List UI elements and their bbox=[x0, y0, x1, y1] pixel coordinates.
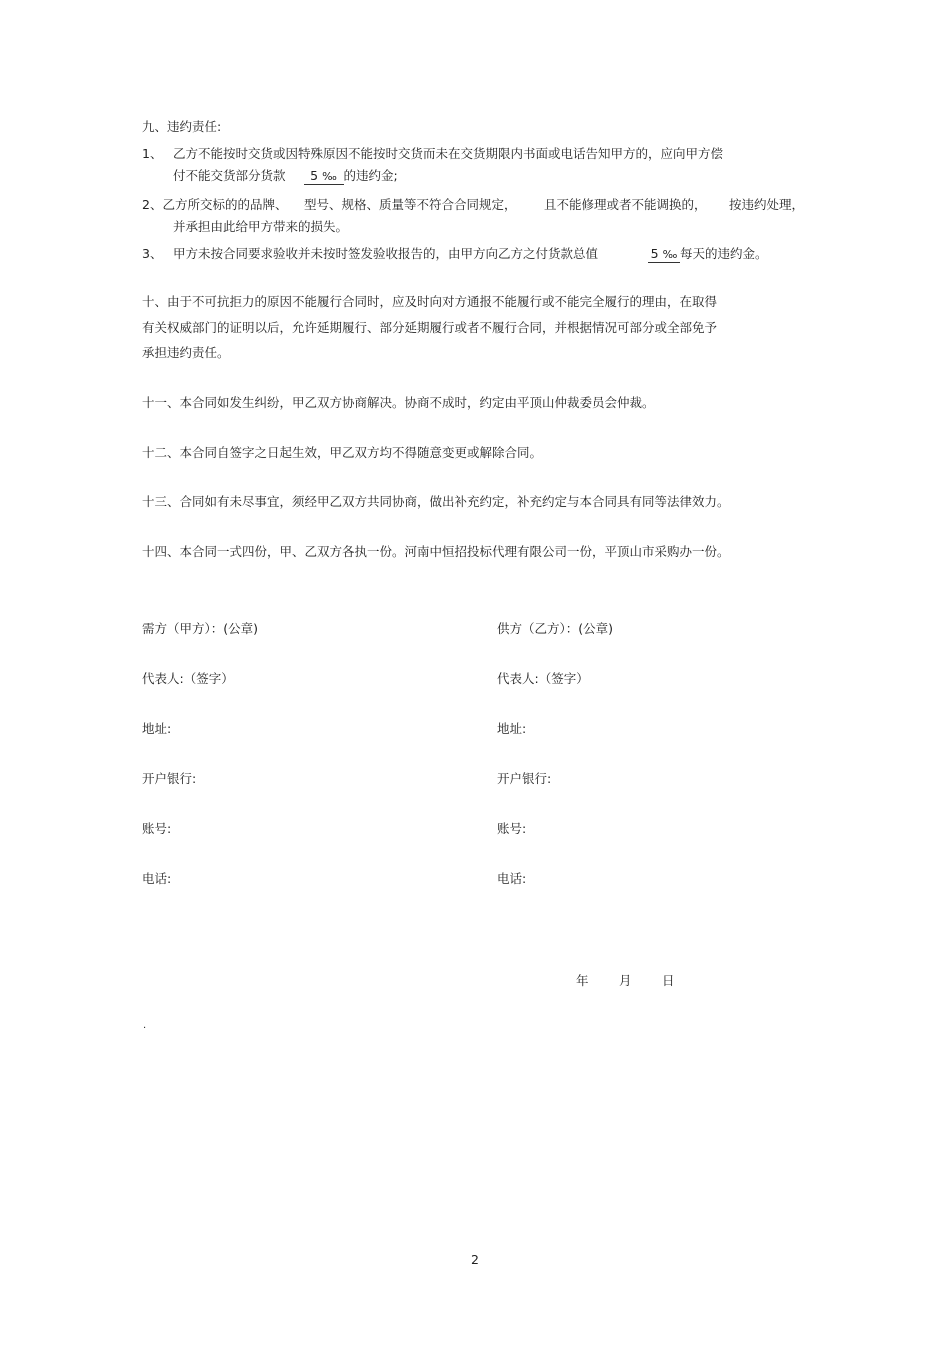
section14: 十四、本合同一式四份，甲、乙双方各执一份。河南中恒招投标代理有限公司一份，平顶山市采购办一份。 bbox=[142, 544, 730, 559]
buyer-phone: 电话: bbox=[142, 871, 172, 886]
section10-line3: 承担违约责任。 bbox=[142, 345, 230, 360]
section9-item3-rate: 5 bbox=[650, 246, 659, 261]
section11: 十一、本合同如发生纠纷，甲乙双方协商解决。协商不成时，约定由平顶山仲裁委员会仲裁。 bbox=[142, 395, 655, 410]
section9-item1-line2 bbox=[173, 168, 398, 185]
date-year: 年 bbox=[576, 973, 589, 988]
date-day: 日 bbox=[662, 973, 675, 988]
section12: 十二、本合同自签字之日起生效，甲乙双方均不得随意变更或解除合同。 bbox=[142, 445, 543, 460]
section10-line1: 十、由于不可抗拒力的原因不能履行合同时，应及时向对方通报不能履行或不能完全履行的理由，在取得 bbox=[142, 294, 718, 309]
section9-item2-line1-b: 型号、规格、质量等不符合合同规定， bbox=[304, 197, 517, 212]
permil-symbol: ‰ bbox=[662, 248, 678, 261]
section9-item3-post: 每天的违约金。 bbox=[680, 246, 768, 261]
seller-title: 供方（乙方）：(公章) bbox=[497, 621, 614, 636]
buyer-title: 需方（甲方）：(公章) bbox=[142, 621, 259, 636]
section9-item1-line2-post: 的违约金; bbox=[343, 168, 398, 183]
stray-dot: . bbox=[143, 1020, 147, 1031]
date-month: 月 bbox=[619, 973, 632, 988]
section10-line2: 有关权威部门的证明以后，允许延期履行、部分延期履行或者不履行合同，并根据情况可部分或全部免予 bbox=[142, 320, 718, 335]
buyer-address: 地址: bbox=[142, 721, 172, 736]
buyer-bank: 开户银行: bbox=[142, 771, 197, 786]
section9-item2-line1-d: 按违约处理， bbox=[729, 197, 805, 212]
section9-heading: 九、违约责任: bbox=[142, 119, 222, 134]
seller-address: 地址: bbox=[497, 721, 527, 736]
section9-item1-number: 1、 bbox=[142, 146, 163, 161]
section9-item3-body: 甲方未按合同要求验收并未按时签发验收报告的，由甲方向乙方之付货款总值 bbox=[173, 246, 599, 261]
buyer-representative: 代表人:（签字） bbox=[142, 671, 234, 686]
permil-symbol: ‰ bbox=[322, 170, 337, 183]
section9-item1-line2-pre: 付不能交货部分货款 bbox=[173, 168, 286, 183]
section9-item1-line1: 乙方不能按时交货或因特殊原因不能按时交货而未在交货期限内书面或电话告知甲方的，应向甲方偿 bbox=[173, 146, 724, 161]
section9-item3-rate-field bbox=[648, 247, 680, 263]
page-number: 2 bbox=[471, 1252, 479, 1267]
seller-phone: 电话: bbox=[497, 871, 527, 886]
section9-item1-rate: 5 bbox=[310, 168, 319, 183]
buyer-account: 账号: bbox=[142, 821, 172, 836]
seller-representative: 代表人:（签字） bbox=[497, 671, 589, 686]
seller-account: 账号: bbox=[497, 821, 527, 836]
section9-item1-rate-field bbox=[304, 169, 344, 185]
section9-item3-number: 3、 bbox=[142, 246, 163, 261]
section9-item2-line2: 并承担由此给甲方带来的损失。 bbox=[173, 219, 349, 234]
section9-item2-line1-c: 且不能修理或者不能调换的， bbox=[544, 197, 707, 212]
section9-item2-line1-a: 2、乙方所交标的的品牌、 bbox=[142, 197, 288, 212]
section13: 十三、合同如有未尽事宜，须经甲乙双方共同协商，做出补充约定，补充约定与本合同具有同等法律效力。 bbox=[142, 494, 730, 509]
seller-bank: 开户银行: bbox=[497, 771, 552, 786]
section9-item3-text bbox=[173, 246, 768, 263]
